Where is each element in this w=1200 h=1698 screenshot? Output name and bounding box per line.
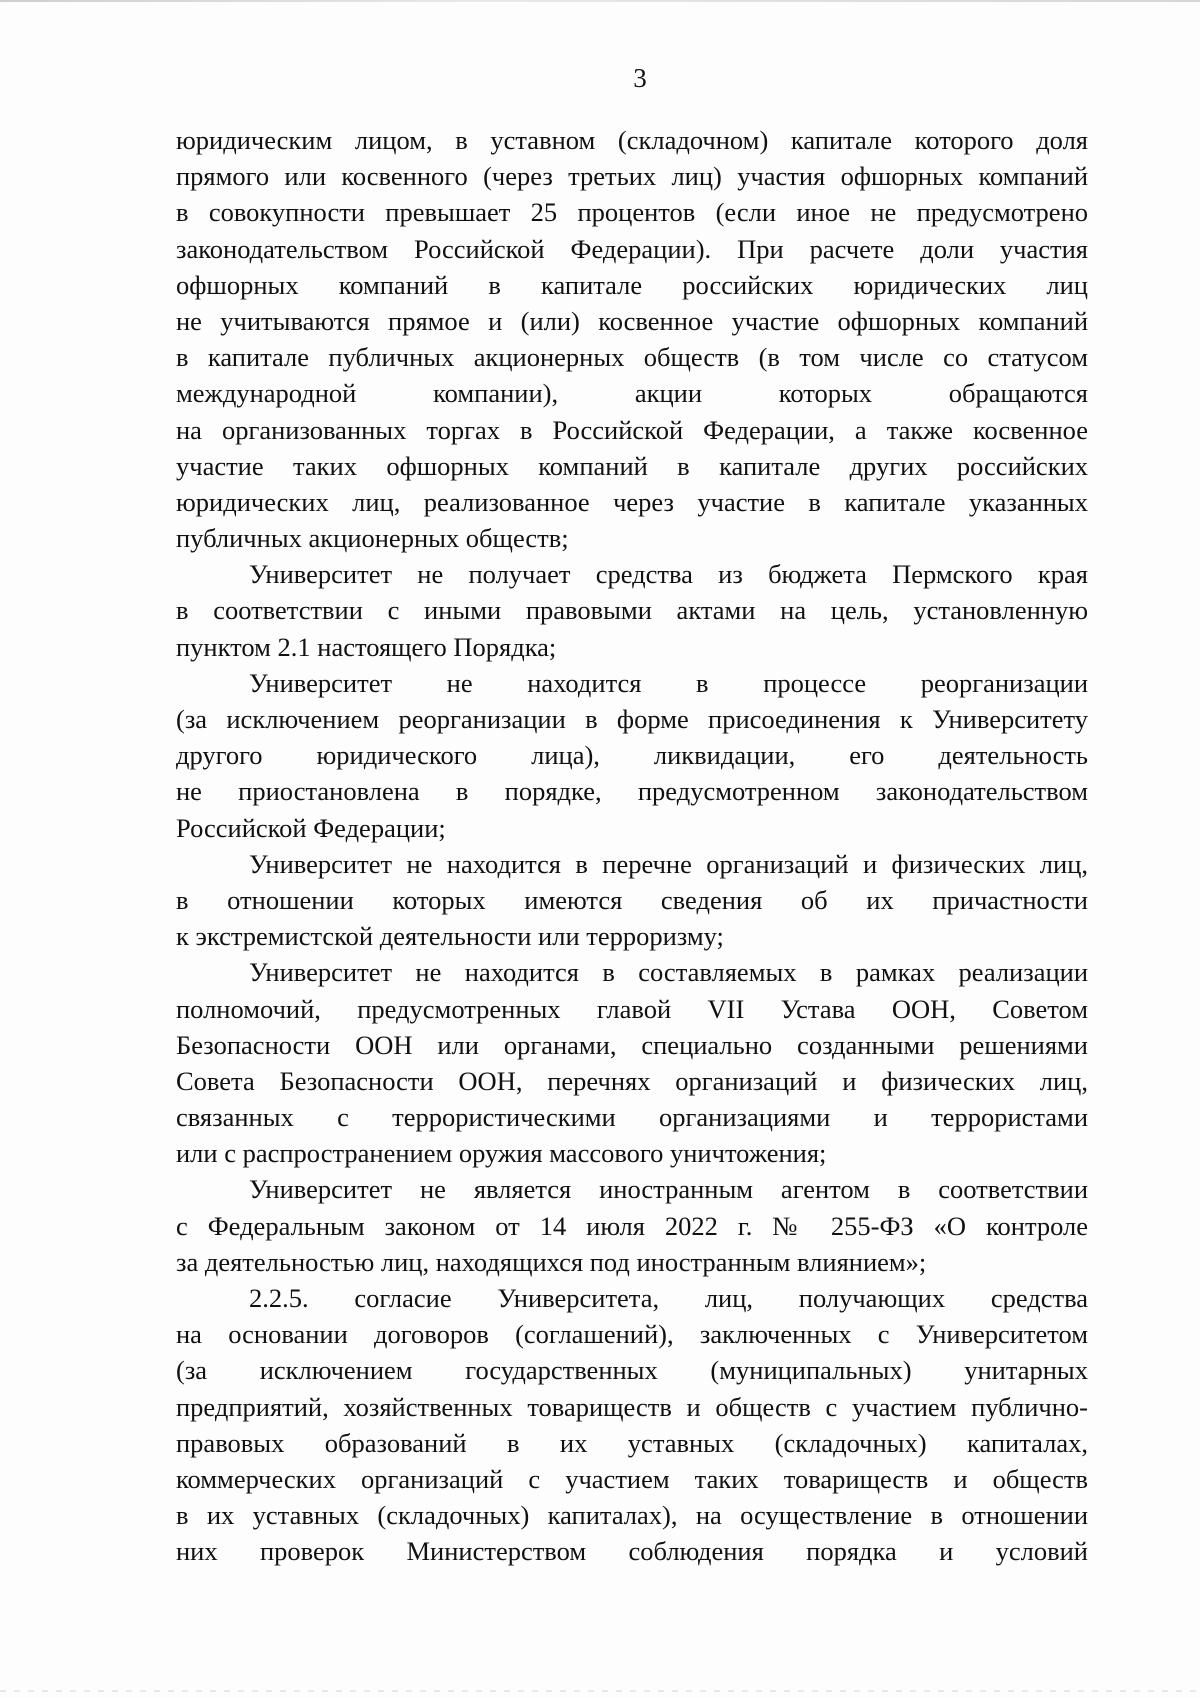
- scan-edge-top: [0, 0, 1200, 2]
- paragraph-budget-funds: [176, 556, 1088, 665]
- text-line: на основании договоров (соглашений), заключенных с Университетом: [176, 1319, 1088, 1350]
- text-line: не приостановлена в порядке, предусмотренном законодательством: [176, 776, 1088, 807]
- page-number: 3: [633, 63, 647, 93]
- text-line: законодательством Российской Федерации). При расчете доли участия: [176, 233, 1088, 264]
- text-line: полномочий, предусмотренных главой VII Устава ООН, Советом: [176, 993, 1088, 1024]
- text-line: них проверок Министерством соблюдения порядка и условий: [176, 1536, 1088, 1567]
- text-line: в соответствии с иными правовыми актами на цель, установленную: [176, 595, 1088, 626]
- text-line: в совокупности превышает 25 процентов (если иное не предусмотрено: [176, 197, 1088, 228]
- text-line: (за исключением реорганизации в форме присоединения к Университету: [176, 704, 1088, 734]
- text-line: прямого или косвенного (через третьих лиц) участия офшорных компаний: [176, 161, 1088, 192]
- text-line: не учитываются прямое и (или) косвенное участие офшорных компаний: [176, 305, 1088, 336]
- text-line: или с распространением оружия массового уничтожения;: [176, 1138, 827, 1169]
- text-line: пунктом 2.1 настоящего Порядка;: [176, 631, 557, 662]
- text-line: Совета Безопасности ООН, перечнях организаций и физических лиц,: [176, 1065, 1088, 1096]
- text-line: Российской Федерации;: [176, 812, 446, 843]
- text-line: юридических лиц, реализованное через участие в капитале указанных: [176, 486, 1088, 517]
- text-line: с Федеральным законом от 14 июля 2022 г. № 255-ФЗ «О контроле: [176, 1210, 1088, 1241]
- text-line: Безопасности ООН или органами, специально созданными решениями: [176, 1029, 1088, 1060]
- text-line: правовых образований в их уставных (складочных) капиталах,: [176, 1427, 1088, 1458]
- scan-edge-bottom: [0, 1690, 1200, 1692]
- text-line: Университет не находится в составляемых в рамках реализации: [249, 957, 1088, 988]
- paragraph-offshore-participation: [176, 122, 1088, 556]
- text-line: публичных акционерных обществ;: [176, 523, 569, 554]
- text-line: 2.2.5. согласие Университета, лиц, получающих средства: [249, 1283, 1088, 1313]
- text-line: в капитале публичных акционерных обществ (в том числе со статусом: [176, 342, 1088, 373]
- text-line: юридическим лицом, в уставном (складочном) капитале которого доля: [176, 125, 1088, 155]
- text-line: на организованных торгах в Российской Федерации, а также косвенное: [176, 414, 1088, 445]
- text-line: Университет не находится в перечне организаций и физических лиц,: [249, 848, 1088, 879]
- paragraph-extremism-list: [176, 846, 1088, 955]
- paragraph-2-2-5-consent: [176, 1280, 1088, 1570]
- paragraph-un-security-council: [176, 954, 1088, 1171]
- text-line: участие таких офшорных компаний в капитале других российских: [176, 450, 1088, 481]
- paragraph-foreign-agent: [176, 1171, 1088, 1280]
- paragraph-reorganization: [176, 665, 1088, 846]
- text-line: (за исключением государственных (муниципальных) унитарных: [176, 1355, 1088, 1386]
- text-line: коммерческих организаций с участием таких товариществ и обществ: [176, 1463, 1088, 1494]
- document-body: [176, 122, 1088, 1570]
- text-line: Университет не является иностранным агентом в соответствии: [249, 1174, 1088, 1205]
- text-line: в отношении которых имеются сведения об их причастности: [176, 884, 1088, 915]
- text-line: другого юридического лица), ликвидации, его деятельность: [176, 740, 1088, 771]
- text-line: в их уставных (складочных) капиталах), на осуществление в отношении: [176, 1500, 1088, 1531]
- text-line: предприятий, хозяйственных товариществ и обществ с участием публично-: [176, 1391, 1088, 1422]
- text-line: Университет не находится в процессе реорганизации: [249, 667, 1088, 698]
- text-line: Университет не получает средства из бюджета Пермского края: [249, 559, 1088, 590]
- text-line: к экстремистской деятельности или терроризму;: [176, 921, 724, 952]
- text-line: связанных с террористическими организациями и террористами: [176, 1102, 1088, 1133]
- text-line: международной компании), акции которых обращаются: [176, 378, 1088, 409]
- text-line: офшорных компаний в капитале российских юридических лиц: [176, 269, 1088, 300]
- text-line: за деятельностью лиц, находящихся под иностранным влиянием»;: [176, 1246, 927, 1277]
